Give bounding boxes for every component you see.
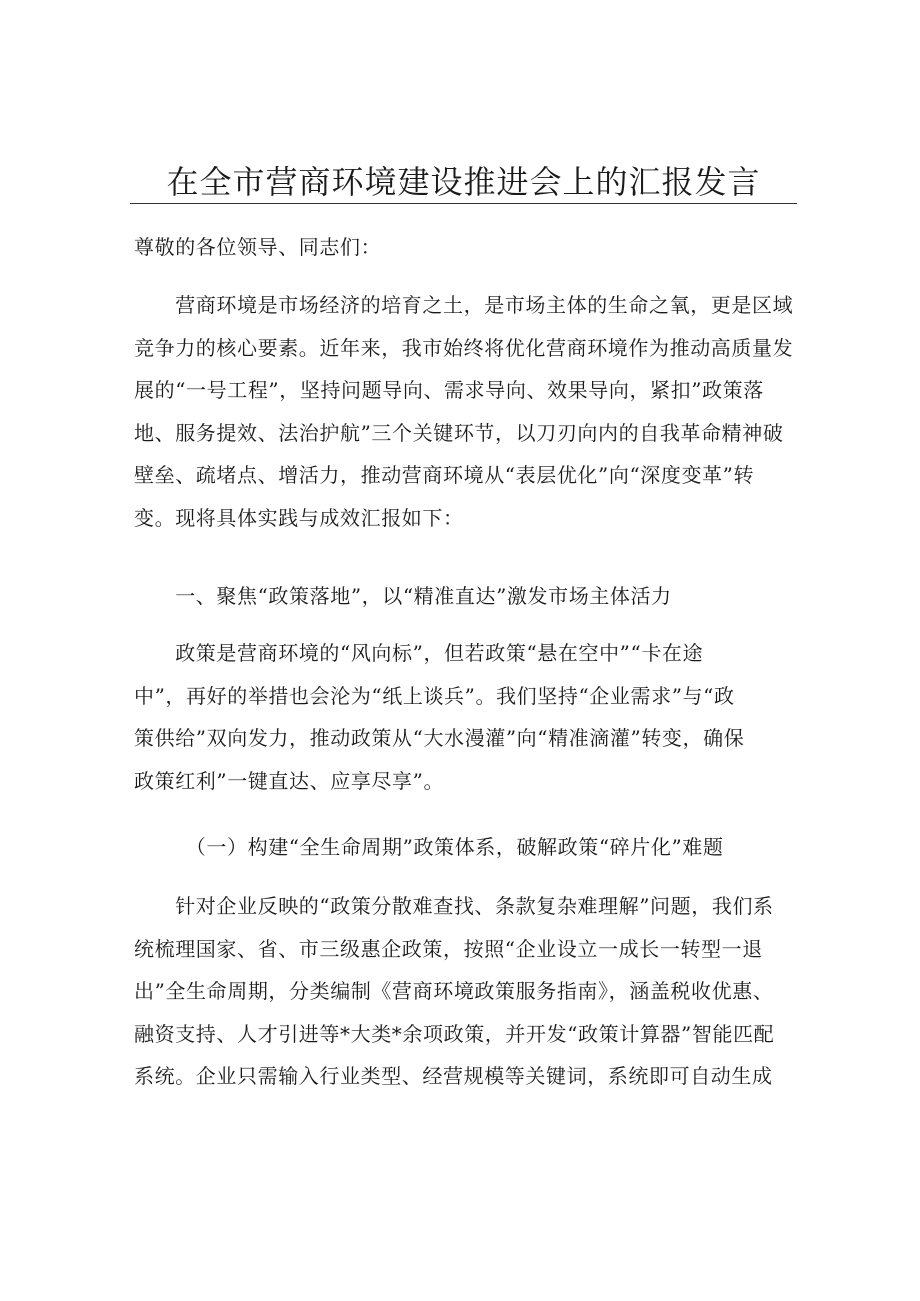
heading-line: （一）构建“全生命周期”政策体系，破解政策“碎片化”难题 — [134, 835, 724, 859]
paragraph-line: 壁垒、疏堵点、增活力，推动营商环境从“表层优化”向“深度变革”转 — [134, 463, 755, 487]
subsection-1-paragraph — [134, 885, 790, 1098]
paragraph-line: 融资支持、人才引进等*大类*余项政策，并开发“政策计算器”智能匹配 — [134, 1021, 775, 1046]
salutation — [134, 226, 790, 269]
paragraph-line: 统梳理国家、省、市三级惠企政策，按照“企业设立一成长一转型一退 — [134, 936, 763, 961]
section-heading-1 — [134, 575, 790, 618]
paragraph-line: 变。现将具体实践与成效汇报如下： — [134, 505, 464, 530]
heading-line: 一、聚焦“政策落地”，以“精准直达”激发市场主体活力 — [134, 584, 672, 608]
paragraph-line: 系统。企业只需输入行业类型、经营规模等关键词，系统即可自动生成 — [134, 1064, 773, 1088]
paragraph-line: 中”，再好的举措也会沦为“纸上谈兵”。我们坚持“企业需求”与“政 — [134, 683, 735, 708]
paragraph-line: 竞争力的核心要素。近年来，我市始终将优化营商环境作为推动高质量发 — [134, 335, 794, 360]
title-underline — [130, 203, 797, 204]
paragraph-line: 展的“一号工程”，坚持问题导向、需求导向、效果导向，紧扣”政策落 — [134, 378, 764, 402]
paragraph-line: 政策是营商环境的“风向标”，但若政策“悬在空中”“卡在途 — [134, 641, 704, 665]
document-title: 在全市营商环境建设推进会上的汇报发言 — [166, 163, 761, 201]
intro-paragraph — [134, 284, 794, 539]
salutation-line: 尊敬的各位领导、同志们： — [134, 235, 382, 259]
paragraph-line: 针对企业反映的“政策分散难查找、条款复杂难理解”问题，我们系 — [134, 894, 774, 918]
section-1-paragraph — [134, 632, 790, 802]
paragraph-line: 策供给”双向发力，推动政策从“大水漫灌”向“精准滴灌”转变，确保 — [134, 726, 745, 750]
subsection-heading-1 — [134, 826, 790, 869]
paragraph-line: 出”全生命周期，分类编制《营商环境政策服务指南》，涵盖税收优惠、 — [134, 979, 774, 1003]
paragraph-line: 政策红利”一键直达、应享尽享”。 — [134, 768, 445, 793]
paragraph-line: 地、服务提效、法治护航”三个关键环节，以刀刃向内的自我革命精神破 — [134, 420, 784, 445]
paragraph-line: 营商环境是市场经济的培育之土，是市场主体的生命之氧，更是区域 — [134, 293, 794, 317]
